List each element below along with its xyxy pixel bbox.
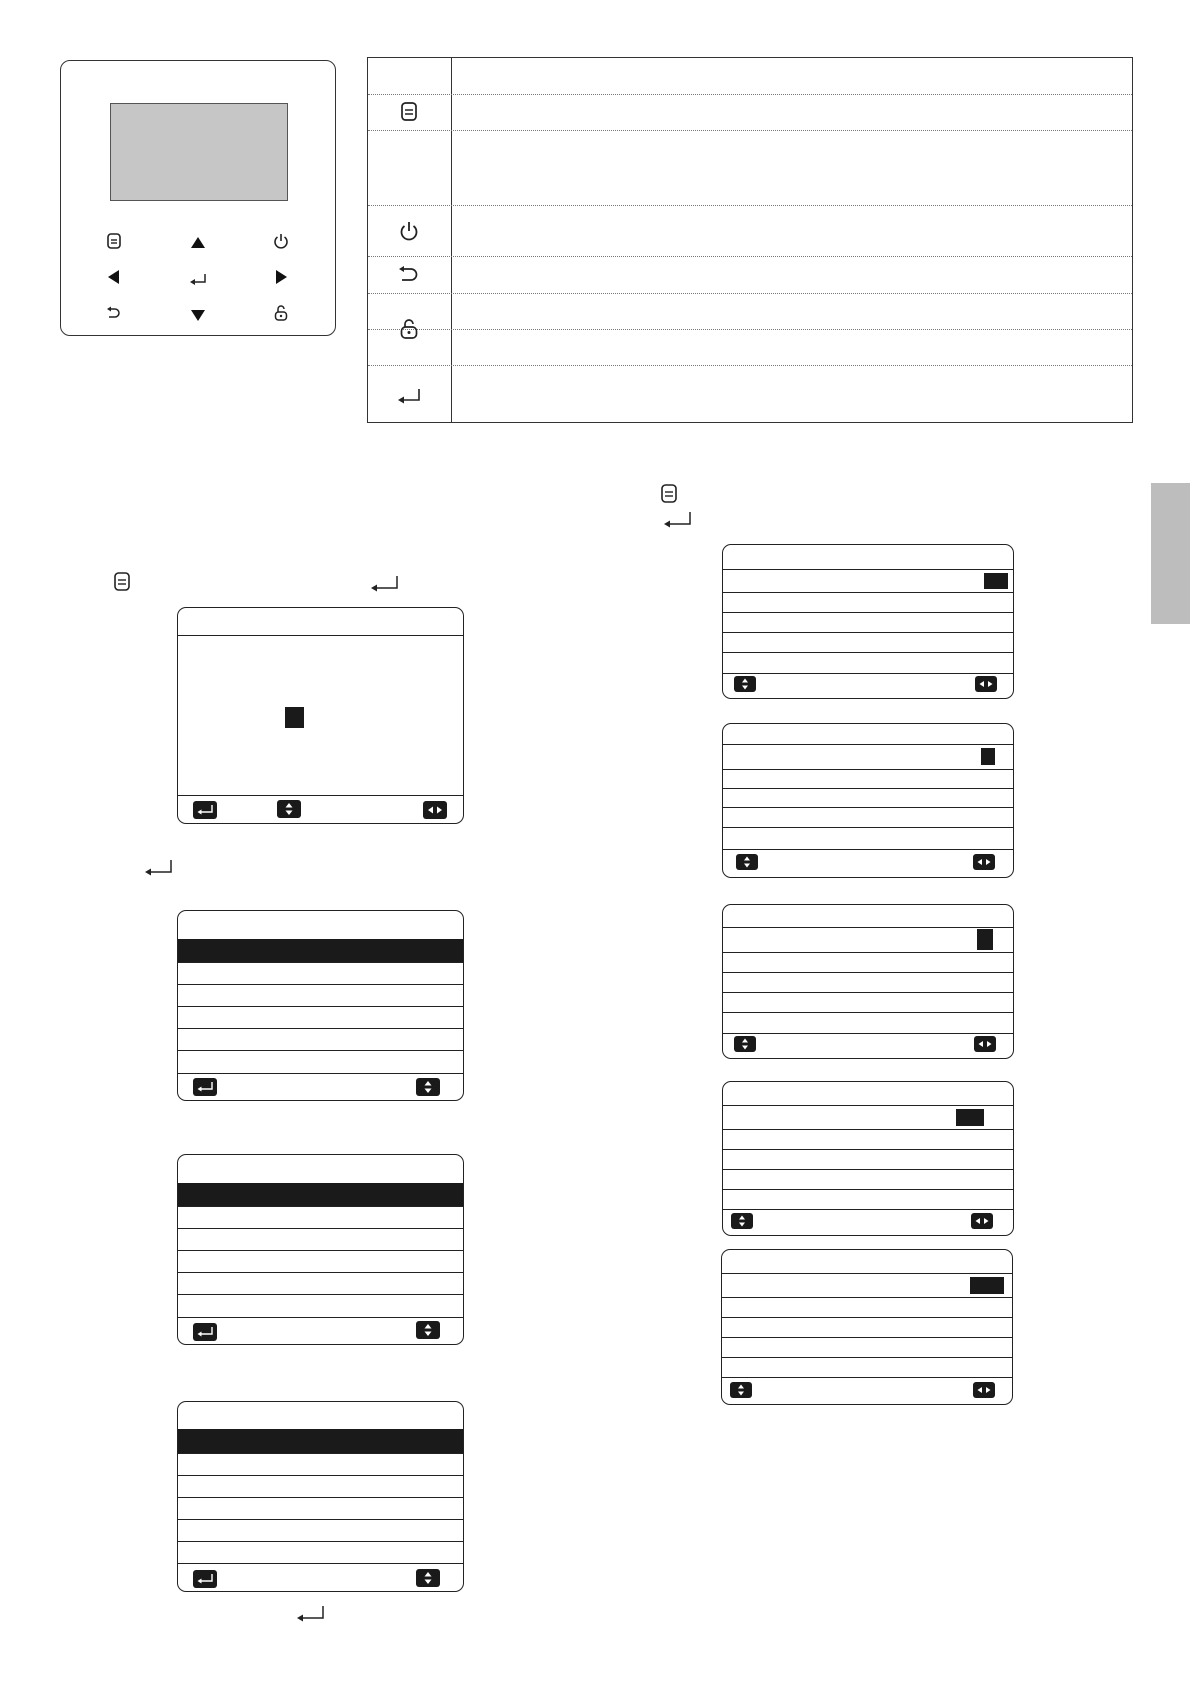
screen-footer-line [722,1377,1012,1378]
lcd-screen-menu-list [177,1154,464,1345]
legend-power-icon [394,216,424,246]
legend-unlock-icon [394,314,424,344]
list-row-line [178,1475,463,1476]
input-cursor [285,707,304,728]
legend-back-icon [394,260,424,290]
lcd-screen-setting [722,723,1014,878]
list-row-line [722,1317,1012,1318]
list-row-line [723,1149,1013,1150]
list-row-line [723,612,1013,613]
legend-row-divider [368,205,1132,206]
screen-header-line [178,635,463,636]
step-enter-icon [143,858,175,878]
screen-header-line [723,1105,1013,1106]
down-button[interactable] [186,303,210,327]
up-button[interactable] [186,231,210,255]
enter-icon [193,1078,217,1096]
menu-button[interactable] [102,229,126,253]
enter-icon [193,1570,217,1588]
up-down-softkey[interactable] [734,676,756,692]
list-row-line [723,788,1013,789]
up-down-softkey[interactable] [731,1213,753,1229]
list-row-line [178,1006,463,1007]
left-right-icon [423,801,447,819]
up-down-softkey[interactable] [416,1321,440,1339]
screen-header-line [723,927,1013,928]
up-down-softkey[interactable] [416,1569,440,1587]
up-down-icon [416,1569,440,1587]
enter-softkey[interactable] [193,1570,217,1588]
list-row-line [723,592,1013,593]
legend-row-divider [368,94,1132,95]
list-row-line [722,1357,1012,1358]
enter-icon [186,267,210,291]
power-icon [269,229,293,253]
step-enter-icon [295,1604,327,1624]
list-row-line [178,1453,463,1454]
left-button[interactable] [102,265,126,289]
wired-controller [60,60,336,336]
lcd-screen-setting [721,1249,1013,1405]
list-row-line [178,1272,463,1273]
key-legend-table [367,57,1133,423]
up-down-icon [416,1078,440,1096]
screen-footer-line [178,1317,463,1318]
left-right-softkey[interactable] [974,1036,996,1052]
up-down-icon [730,1382,752,1398]
screen-footer-line [723,673,1013,674]
selected-list-row[interactable] [178,939,463,962]
list-row-line [178,1250,463,1251]
list-row-line [723,1169,1013,1170]
up-down-icon [731,1213,753,1229]
step-menu-icon [112,571,132,593]
power-button[interactable] [269,229,293,253]
down-arrow-icon [186,303,210,327]
left-right-softkey[interactable] [975,676,997,692]
list-row-line [723,1129,1013,1130]
up-down-icon [736,854,758,870]
unlock-button[interactable] [269,301,293,325]
screen-header-line [723,569,1013,570]
screen-footer-line [178,1563,463,1564]
lcd-screen-menu-list [177,910,464,1101]
screen-footer-line [723,1209,1013,1210]
up-down-icon [734,1036,756,1052]
value-cursor[interactable] [956,1109,984,1126]
screen-footer-line [723,1033,1013,1034]
back-button[interactable] [102,301,126,325]
list-row-line [178,1228,463,1229]
value-cursor[interactable] [981,748,995,765]
power-icon [394,216,424,246]
screen-header-line [723,744,1013,745]
menu-icon [394,97,424,127]
back-icon [102,301,126,325]
right-button[interactable] [269,265,293,289]
enter-button[interactable] [186,267,210,291]
left-right-icon [973,854,995,870]
enter-icon [193,801,217,819]
back-icon [394,260,424,290]
legend-row-divider [368,130,1132,131]
list-row-line [178,1541,463,1542]
up-arrow-icon [186,231,210,255]
list-row-line [723,827,1013,828]
list-row-line [723,972,1013,973]
lcd-screen-setting [722,544,1014,699]
up-down-icon [734,676,756,692]
list-row-line [723,632,1013,633]
left-right-softkey[interactable] [973,1382,995,1398]
list-row-line [178,962,463,963]
left-right-softkey[interactable] [973,854,995,870]
list-row-line [178,984,463,985]
list-row-line [178,1028,463,1029]
right-arrow-icon [269,265,293,289]
controller-display [110,103,288,201]
step-enter-icon [369,574,401,594]
up-down-softkey[interactable] [277,800,301,818]
legend-menu-icon [394,97,424,127]
selected-list-row[interactable] [178,1429,463,1453]
legend-row-divider [368,329,1132,330]
screen-footer-line [178,1073,463,1074]
list-row-line [178,1294,463,1295]
value-cursor[interactable] [984,573,1008,589]
up-down-softkey[interactable] [730,1382,752,1398]
up-down-softkey[interactable] [734,1036,756,1052]
lcd-screen-setting [722,1081,1014,1236]
left-arrow-icon [102,265,126,289]
enter-softkey[interactable] [193,801,217,819]
list-row-line [722,1297,1012,1298]
list-row-line [178,1497,463,1498]
left-right-icon [974,1036,996,1052]
screen-footer-line [723,849,1013,850]
selected-list-row[interactable] [178,1183,463,1206]
up-down-softkey[interactable] [416,1078,440,1096]
up-down-icon [277,800,301,818]
left-right-softkey[interactable] [971,1213,993,1229]
unlock-icon [269,301,293,325]
enter-icon [394,381,424,411]
lcd-screen-password [177,607,464,824]
list-row-line [723,769,1013,770]
step-menu-icon [659,483,679,505]
screen-header-line [722,1273,1012,1274]
left-right-icon [971,1213,993,1229]
left-right-icon [973,1382,995,1398]
list-row-line [723,807,1013,808]
value-cursor[interactable] [970,1277,1004,1294]
list-row-line [722,1337,1012,1338]
up-down-softkey[interactable] [736,854,758,870]
left-right-icon [975,676,997,692]
list-row-line [723,952,1013,953]
legend-row-divider [368,256,1132,257]
value-cursor[interactable] [977,929,993,950]
list-row-line [723,1012,1013,1013]
step-enter-icon [662,510,694,530]
unlock-icon [394,314,424,344]
left-right-softkey[interactable] [423,801,447,819]
lcd-screen-setting [722,904,1014,1059]
menu-icon [102,229,126,253]
list-row-line [723,1189,1013,1190]
list-row-line [723,992,1013,993]
legend-row-divider [368,365,1132,366]
list-row-line [178,1519,463,1520]
screen-footer-line [178,795,463,796]
lcd-screen-menu-list [177,1401,464,1592]
legend-enter-icon [394,381,424,411]
list-row-line [723,652,1013,653]
legend-column-divider [451,58,452,422]
enter-icon [193,1323,217,1341]
enter-softkey[interactable] [193,1078,217,1096]
chapter-tab [1151,483,1190,624]
legend-row-divider [368,293,1132,294]
enter-softkey[interactable] [193,1323,217,1341]
up-down-icon [416,1321,440,1339]
list-row-line [178,1050,463,1051]
list-row-line [178,1206,463,1207]
